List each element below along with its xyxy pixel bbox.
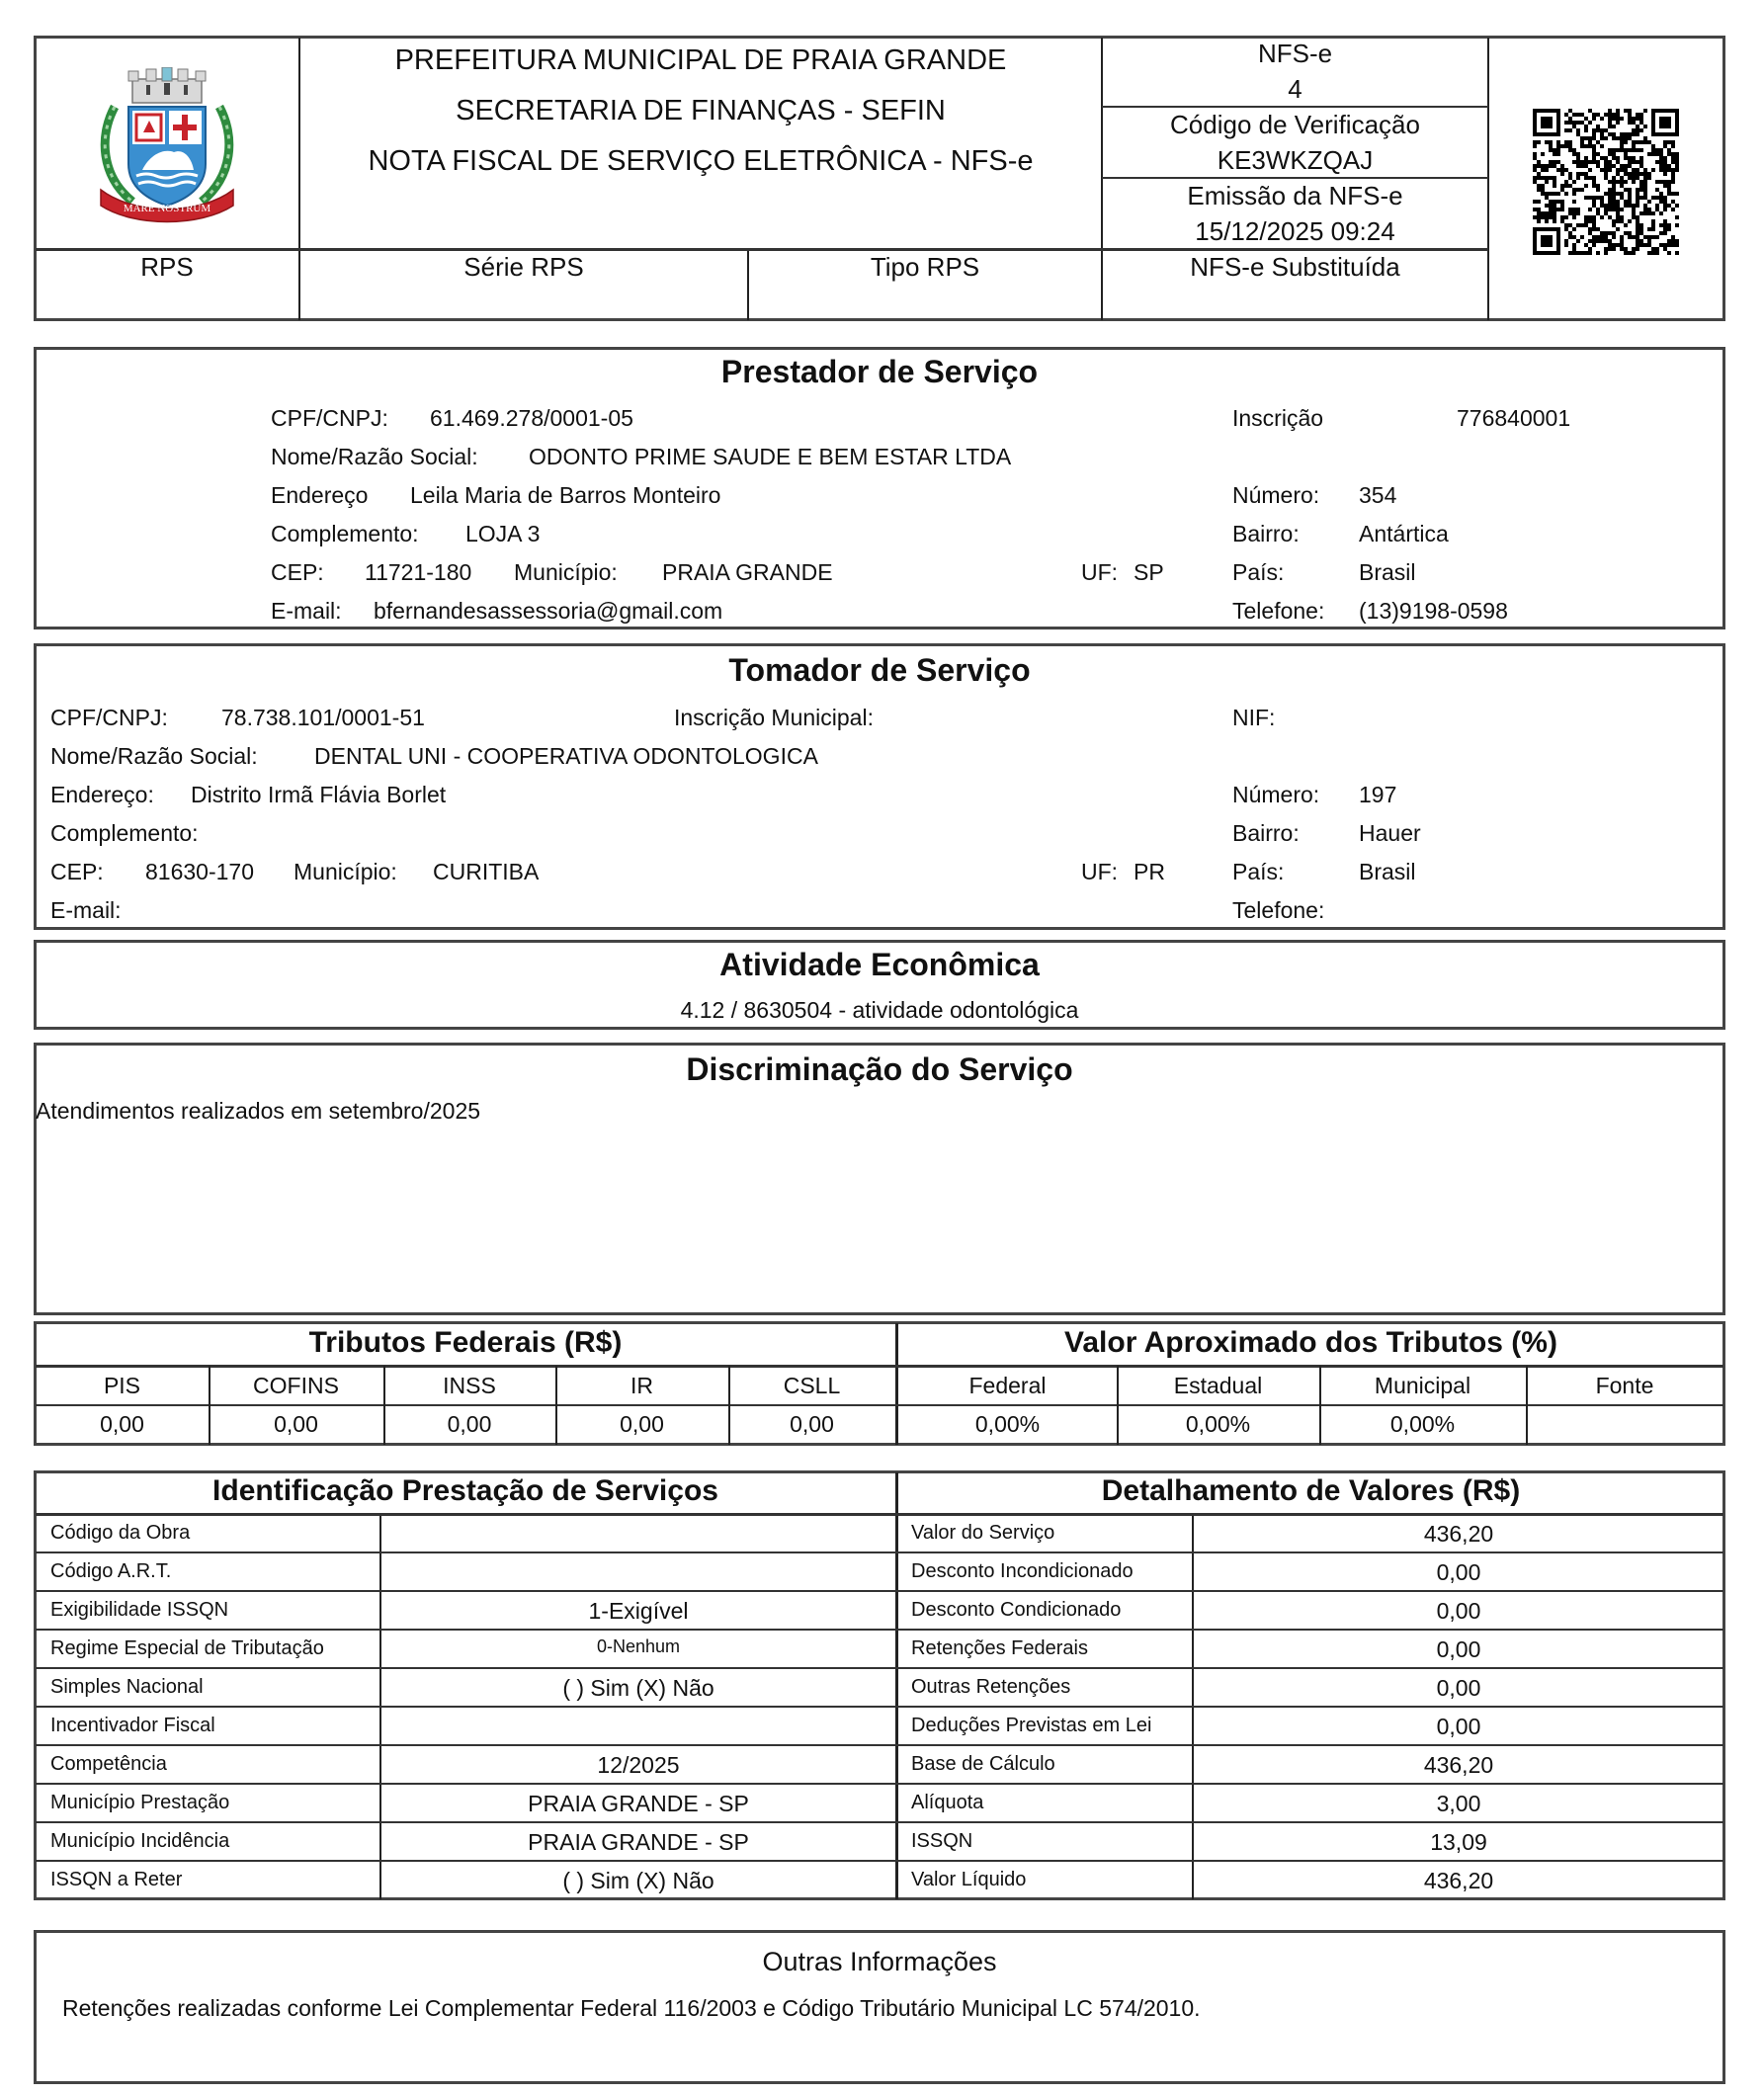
tomador-cnpj: 78.738.101/0001-51	[221, 705, 425, 730]
tomador-cep: 81630-170	[145, 859, 254, 884]
tributo-federal-value: 0,00	[620, 1411, 664, 1437]
prestador-telefone: (13)9198-0598	[1359, 598, 1508, 624]
tomador-cep-label: CEP:	[50, 859, 104, 884]
header-line-prefeitura: PREFEITURA MUNICIPAL DE PRAIA GRANDE	[394, 44, 1007, 76]
divider	[36, 1513, 1723, 1516]
discriminacao-text: Atendimentos realizados em setembro/2025	[36, 1098, 481, 1124]
nfse-substituida-label: NFS-e Substituída	[1190, 252, 1400, 282]
divider	[36, 1667, 1723, 1669]
prestador-email-label: E-mail:	[271, 598, 342, 624]
nfse-label: NFS-e	[1257, 39, 1333, 68]
detalhamento-row-label: Valor Líquido	[911, 1869, 1027, 1890]
identificacao-row-label: Incentivador Fiscal	[50, 1715, 215, 1736]
prestador-pais: Brasil	[1359, 559, 1416, 585]
valor-aproximado-value: 0,00%	[974, 1411, 1041, 1437]
tomador-email-label: E-mail:	[50, 897, 122, 923]
identificacao-row-value: PRAIA GRANDE - SP	[528, 1791, 749, 1816]
prestador-cnpj-label: CPF/CNPJ:	[271, 405, 388, 431]
prestador-complemento-label: Complemento:	[271, 521, 419, 546]
detalhamento-row-label: Alíquota	[911, 1792, 984, 1813]
verification-code-label: Código de Verificação	[1170, 110, 1420, 139]
coat-of-arms-icon	[95, 67, 239, 223]
prestador-cnpj: 61.469.278/0001-05	[430, 405, 633, 431]
detalhamento-row-value: 0,00	[1436, 1675, 1481, 1701]
tomador-inscricao-label: Inscrição Municipal:	[674, 705, 874, 730]
outras-informacoes-title: Outras Informações	[762, 1947, 997, 1976]
tomador-title: Tomador de Serviço	[728, 652, 1031, 688]
prestador-cep-label: CEP:	[271, 559, 324, 585]
identificacao-row-label: Regime Especial de Tributação	[50, 1637, 324, 1659]
divider	[36, 1551, 1723, 1553]
prestador-uf: SP	[1134, 559, 1164, 585]
tomador-nome-label: Nome/Razão Social:	[50, 743, 258, 769]
valor-aproximado-value: 0,00%	[1185, 1411, 1251, 1437]
rps-label: RPS	[140, 252, 194, 282]
prestador-nome-label: Nome/Razão Social:	[271, 444, 478, 469]
divider	[895, 1472, 898, 1899]
tomador-endereco: Distrito Irmã Flávia Borlet	[191, 782, 447, 807]
detalhamento-row-label: Desconto Condicionado	[911, 1599, 1122, 1621]
identificacao-row-value: 0-Nenhum	[596, 1636, 681, 1656]
divider	[36, 1590, 1723, 1592]
tributos-federais-title: Tributos Federais (R$)	[308, 1326, 623, 1359]
detalhamento-row-value: 0,00	[1436, 1559, 1481, 1585]
tomador-nif-label: NIF:	[1232, 705, 1276, 730]
identificacao-row-label: ISSQN a Reter	[50, 1869, 183, 1890]
tributo-federal-value: 0,00	[447, 1411, 492, 1437]
divider	[36, 1783, 1723, 1785]
prestador-inscricao-label: Inscrição	[1232, 405, 1324, 431]
divider	[36, 1821, 1723, 1823]
tomador-cnpj-label: CPF/CNPJ:	[50, 705, 168, 730]
tomador-telefone-label: Telefone:	[1232, 897, 1325, 923]
divider	[36, 1744, 1723, 1746]
divider	[36, 1404, 1723, 1406]
city-coat-of-arms-logo	[95, 67, 239, 223]
detalhamento-row-label: Outras Retenções	[911, 1676, 1071, 1698]
identificacao-row-label: Exigibilidade ISSQN	[50, 1599, 229, 1621]
prestador-complemento: LOJA 3	[465, 521, 541, 546]
prestador-bairro-label: Bairro:	[1232, 521, 1300, 546]
tomador-municipio-label: Município:	[294, 859, 397, 884]
valor-aproximado-header: Federal	[968, 1373, 1047, 1398]
detalhamento-row-label: Valor do Serviço	[911, 1522, 1055, 1544]
prestador-email: bfernandesassessoria@gmail.com	[374, 598, 723, 624]
identificacao-row-label: Código A.R.T.	[50, 1560, 172, 1582]
atividade-title: Atividade Econômica	[719, 947, 1040, 982]
detalhamento-row-value: 436,20	[1423, 1521, 1494, 1547]
detalhamento-row-label: Deduções Previstas em Lei	[911, 1715, 1152, 1736]
divider	[1487, 38, 1489, 320]
detalhamento-row-value: 436,20	[1423, 1752, 1494, 1778]
identificacao-row-value: PRAIA GRANDE - SP	[528, 1829, 749, 1855]
prestador-municipio: PRAIA GRANDE	[662, 559, 833, 585]
detalhamento-row-value: 436,20	[1423, 1868, 1494, 1893]
tomador-pais-label: País:	[1232, 859, 1285, 884]
identificacao-row-label: Código da Obra	[50, 1522, 191, 1544]
prestador-cep: 11721-180	[365, 559, 472, 585]
prestador-uf-label: UF:	[1081, 559, 1119, 585]
tomador-numero-label: Número:	[1232, 782, 1320, 807]
issue-date: 15/12/2025 09:24	[1195, 216, 1395, 246]
prestador-pais-label: País:	[1232, 559, 1285, 585]
tributo-federal-value: 0,00	[274, 1411, 318, 1437]
valor-aproximado-value: 0,00%	[1389, 1411, 1456, 1437]
divider	[1102, 106, 1488, 108]
prestador-bairro: Antártica	[1359, 521, 1449, 546]
nfse-number: 4	[1288, 74, 1302, 104]
identificacao-row-label: Município Prestação	[50, 1792, 230, 1813]
detalhamento-row-label: Retenções Federais	[911, 1637, 1088, 1659]
tomador-bairro: Hauer	[1359, 820, 1421, 846]
discriminacao-title: Discriminação do Serviço	[686, 1051, 1073, 1087]
divider	[1102, 177, 1488, 179]
detalhamento-row-label: Base de Cálculo	[911, 1753, 1055, 1775]
tomador-uf: PR	[1134, 859, 1165, 884]
qr-code	[1533, 109, 1679, 255]
identificacao-row-value: ( ) Sim (X) Não	[562, 1868, 714, 1893]
identificacao-row-label: Competência	[50, 1753, 167, 1775]
divider	[36, 1706, 1723, 1708]
valor-aproximado-header: Fonte	[1595, 1373, 1654, 1398]
divider	[36, 1860, 1723, 1862]
prestador-numero: 354	[1359, 482, 1397, 508]
identificacao-row-value: 1-Exigível	[588, 1598, 689, 1624]
tributo-federal-header: IR	[630, 1373, 653, 1398]
detalhamento-row-value: 13,09	[1430, 1829, 1487, 1855]
identificacao-row-label: Município Incidência	[50, 1830, 230, 1852]
outras-informacoes-text: Retenções realizadas conforme Lei Complementar Federal 116/2003 e Código Tributário Municipal LC 574/2010.	[62, 1995, 1201, 2021]
valor-aproximado-header: Municipal	[1374, 1373, 1471, 1398]
divider	[36, 1365, 1723, 1368]
tributo-federal-header: COFINS	[253, 1373, 339, 1398]
detalhamento-row-value: 3,00	[1436, 1791, 1481, 1816]
prestador-telefone-label: Telefone:	[1232, 598, 1325, 624]
detalhamento-row-value: 0,00	[1436, 1598, 1481, 1624]
tomador-uf-label: UF:	[1081, 859, 1119, 884]
svg-text:MARE NOSTRUM: MARE NOSTRUM	[123, 203, 211, 214]
identificacao-title: Identificação Prestação de Serviços	[212, 1474, 718, 1507]
prestador-endereco-label: Endereço	[271, 482, 369, 508]
tributo-federal-header: INSS	[443, 1373, 496, 1398]
identificacao-row-value: 12/2025	[597, 1752, 680, 1778]
divider	[36, 1629, 1723, 1631]
tomador-nome: DENTAL UNI - COOPERATIVA ODONTOLOGICA	[314, 743, 818, 769]
tomador-numero: 197	[1359, 782, 1397, 807]
tributo-federal-value: 0,00	[790, 1411, 834, 1437]
tomador-municipio: CURITIBA	[433, 859, 540, 884]
serie-rps-label: Série RPS	[463, 252, 584, 282]
detalhamento-title: Detalhamento de Valores (R$)	[1101, 1474, 1521, 1507]
tipo-rps-label: Tipo RPS	[870, 252, 980, 282]
detalhamento-row-value: 0,00	[1436, 1714, 1481, 1739]
verification-code: KE3WKZQAJ	[1217, 145, 1374, 175]
header-line-secretaria: SECRETARIA DE FINANÇAS - SEFIN	[456, 95, 946, 126]
prestador-nome: ODONTO PRIME SAUDE E BEM ESTAR LTDA	[529, 444, 1012, 469]
divider	[36, 248, 1488, 251]
issue-date-label: Emissão da NFS-e	[1187, 181, 1403, 210]
qr-code-icon	[1533, 109, 1679, 255]
tomador-pais: Brasil	[1359, 859, 1416, 884]
header-line-nota-fiscal: NOTA FISCAL DE SERVIÇO ELETRÔNICA - NFS-e	[368, 145, 1034, 177]
valor-aproximado-header: Estadual	[1173, 1373, 1263, 1398]
tomador-endereco-label: Endereço:	[50, 782, 154, 807]
atividade-value: 4.12 / 8630504 - atividade odontológica	[680, 997, 1079, 1023]
prestador-endereco: Leila Maria de Barros Monteiro	[410, 482, 721, 508]
identificacao-row-label: Simples Nacional	[50, 1676, 204, 1698]
tributo-federal-header: CSLL	[783, 1373, 841, 1398]
tomador-complemento-label: Complemento:	[50, 820, 199, 846]
prestador-title: Prestador de Serviço	[720, 354, 1039, 389]
valor-aproximado-title: Valor Aproximado dos Tributos (%)	[1064, 1326, 1557, 1359]
identificacao-row-value: ( ) Sim (X) Não	[562, 1675, 714, 1701]
prestador-numero-label: Número:	[1232, 482, 1320, 508]
detalhamento-row-value: 0,00	[1436, 1636, 1481, 1662]
detalhamento-row-label: ISSQN	[911, 1830, 973, 1852]
tomador-bairro-label: Bairro:	[1232, 820, 1300, 846]
prestador-inscricao: 776840001	[1457, 405, 1571, 431]
prestador-municipio-label: Município:	[514, 559, 618, 585]
tributo-federal-header: PIS	[103, 1373, 141, 1398]
tributo-federal-value: 0,00	[100, 1411, 144, 1437]
detalhamento-row-label: Desconto Incondicionado	[911, 1560, 1134, 1582]
